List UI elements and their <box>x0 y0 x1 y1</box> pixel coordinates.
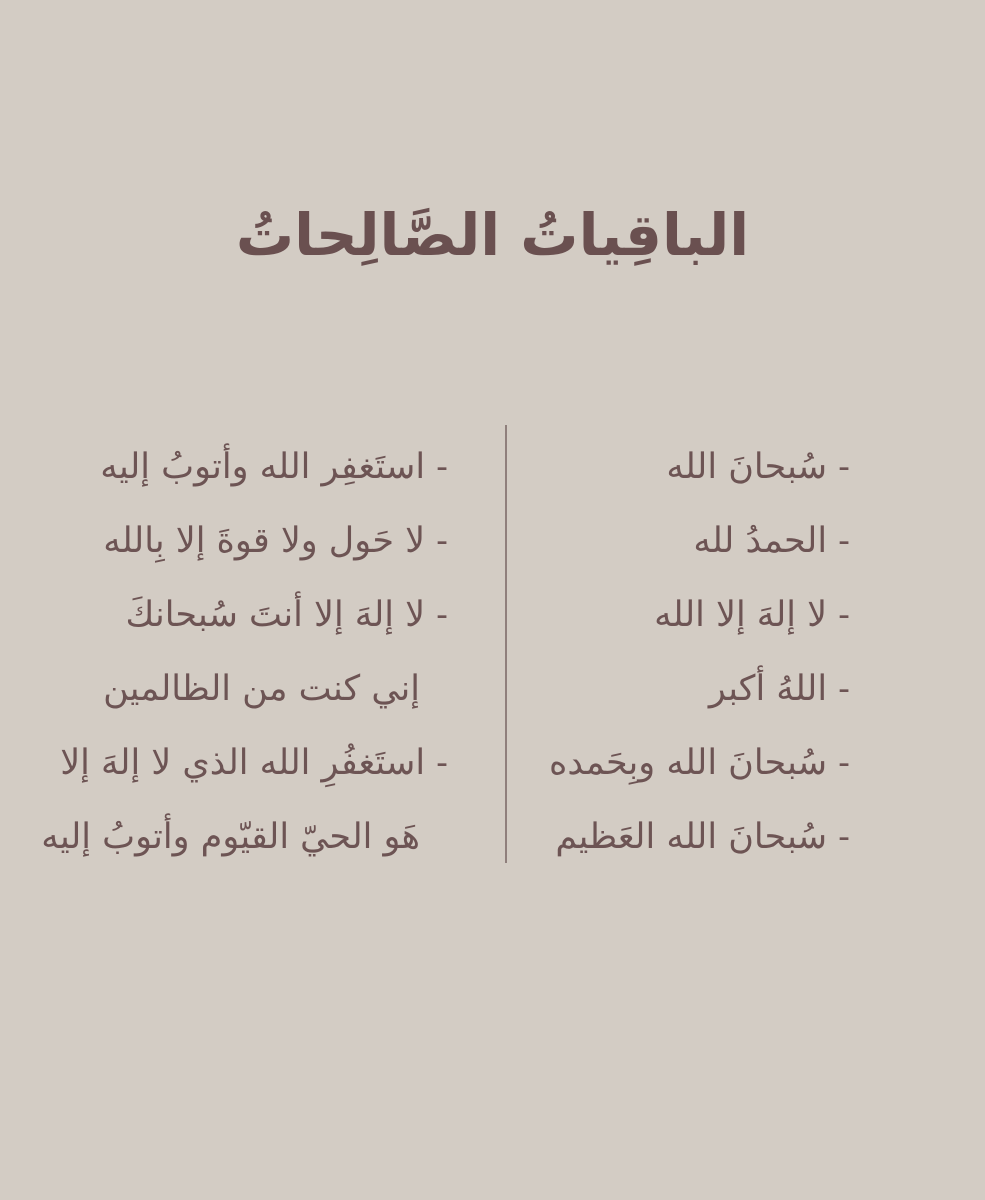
page-title: الباقِياتُ الصَّالِحاتُ <box>235 201 750 269</box>
list-item: - استَغفِر الله وأتوبُ إليه <box>100 447 448 487</box>
list-item: - لا إلهَ إلا الله <box>654 595 850 635</box>
list-item-continuation: إني كنت من الظالمين <box>103 669 420 709</box>
list-item: - لا إلهَ إلا أنتَ سُبحانكَ <box>125 595 448 635</box>
right-column-list <box>549 430 850 874</box>
list-item: - اللهُ أكبر <box>708 669 850 709</box>
list-item: - سُبحانَ الله <box>666 447 850 487</box>
list-item: - لا حَول ولا قوةَ إلا بِالله <box>103 521 448 561</box>
column-divider <box>505 425 507 863</box>
list-item: - الحمدُ لله <box>693 521 850 561</box>
list-item: - سُبحانَ الله العَظيم <box>555 817 850 857</box>
list-item-continuation: هَو الحيّ القيّوم وأتوبُ إليه <box>41 817 420 857</box>
list-item: - استَغفُرِ الله الذي لا إلهَ إلا <box>60 743 448 783</box>
left-column-list <box>41 430 448 874</box>
list-item: - سُبحانَ الله وبِحَمده <box>549 743 850 783</box>
